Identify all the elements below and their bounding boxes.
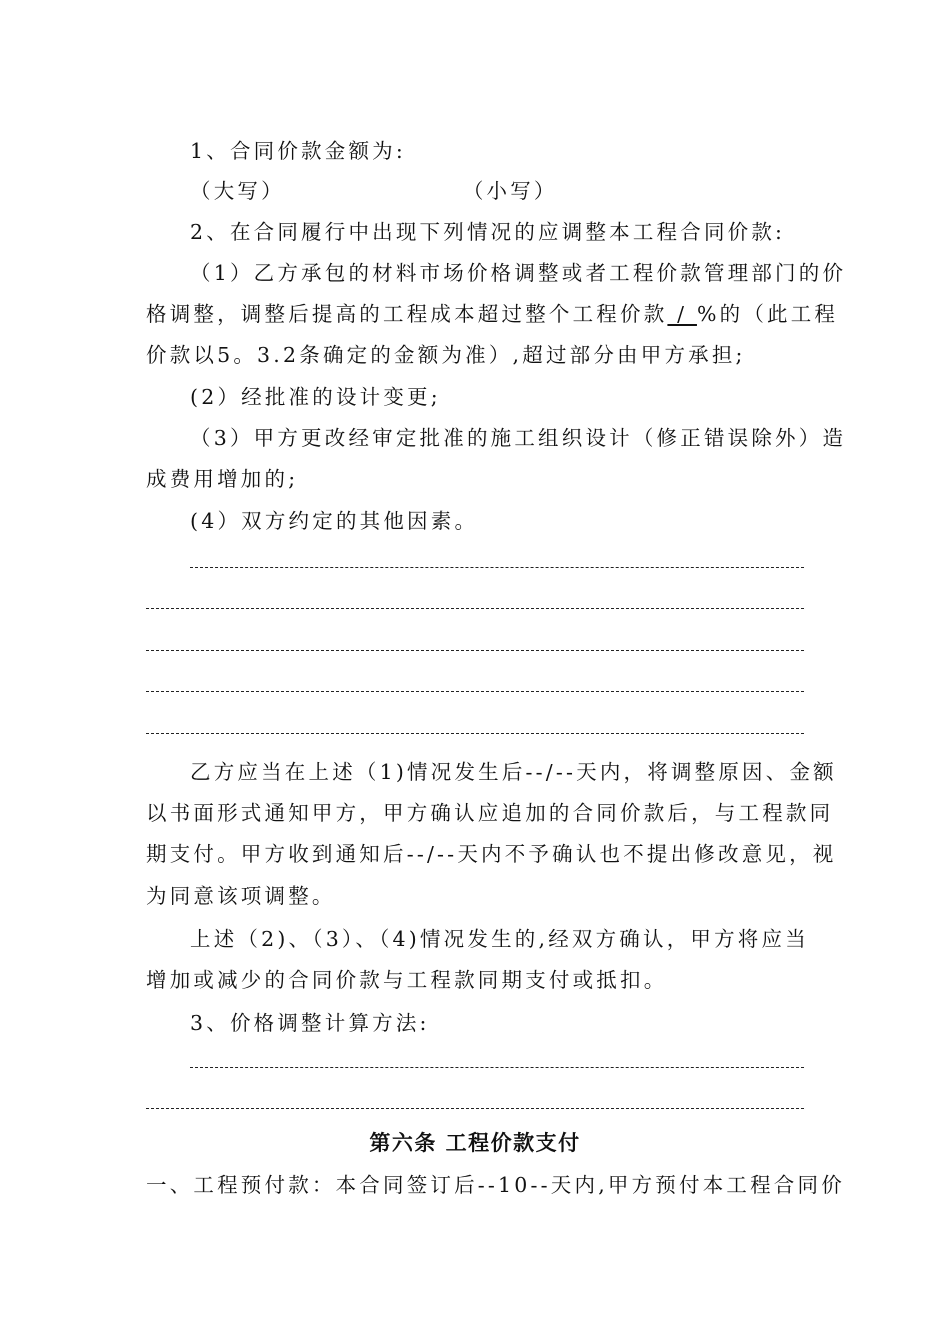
adjustment-item-3-line-1: （3）甲方更改经审定批准的施工组织设计（修正错误除外）造: [190, 426, 847, 450]
adjustment-item-1-line-3: 价款以5。3.2条确定的金额为准）,超过部分由甲方承担;: [146, 343, 746, 367]
blank-fill-line: [146, 733, 804, 734]
clause-2-adjustment-intro: 2、在合同履行中出现下列情况的应调整本工程合同价款:: [190, 220, 786, 244]
clause-3-calculation-method: 3、价格调整计算方法:: [190, 1011, 430, 1035]
settlement-paragraph-line-2: 增加或减少的合同价款与工程款同期支付或抵扣。: [146, 968, 668, 992]
amount-in-words-label: （大写）: [190, 179, 285, 203]
advance-payment-line: 一、工程预付款：本合同签订后--10--天内,甲方预付本工程合同价: [146, 1173, 845, 1197]
adjustment-item-2: (2）经批准的设计变更;: [190, 385, 441, 409]
adjustment-item-4: (4）双方约定的其他因素。: [190, 509, 479, 533]
notice-paragraph-line-3: 期支付。甲方收到通知后--/--天内不予确认也不提出修改意见，视: [146, 842, 837, 866]
adjustment-item-1-text: 格调整，调整后提高的工程成本超过整个工程价款: [146, 302, 668, 326]
blank-fill-line: [146, 608, 804, 609]
blank-fill-line: [190, 1067, 804, 1068]
article-6-heading: 第六条 工程价款支付: [369, 1131, 581, 1155]
adjustment-item-1-line-2: [146, 300, 839, 328]
amount-in-figures-label: （小写）: [462, 179, 558, 203]
notice-paragraph-line-4: 为同意该项调整。: [146, 884, 336, 908]
notice-paragraph-line-1: 乙方应当在上述（1)情况发生后--/--天内，将调整原因、金额: [190, 760, 837, 784]
adjustment-item-1-text-tail: %的（此工程: [696, 302, 839, 326]
adjustment-item-3-line-2: 成费用增加的;: [146, 467, 299, 491]
percentage-blank: /: [667, 302, 697, 326]
settlement-paragraph-line-1: 上述（2)、（3）、（4)情况发生的,经双方确认，甲方将应当: [190, 927, 809, 951]
blank-fill-line: [146, 1108, 804, 1109]
adjustment-item-1-line-1: （1）乙方承包的材料市场价格调整或者工程价款管理部门的价: [190, 261, 847, 285]
notice-paragraph-line-2: 以书面形式通知甲方，甲方确认应追加的合同价款后，与工程款同: [146, 801, 834, 825]
amount-fields-row: [190, 177, 806, 205]
clause-1-contract-amount: 1、合同价款金额为:: [190, 139, 406, 163]
blank-fill-line: [146, 691, 804, 692]
blank-fill-line: [146, 650, 804, 651]
blank-fill-line: [190, 567, 804, 568]
